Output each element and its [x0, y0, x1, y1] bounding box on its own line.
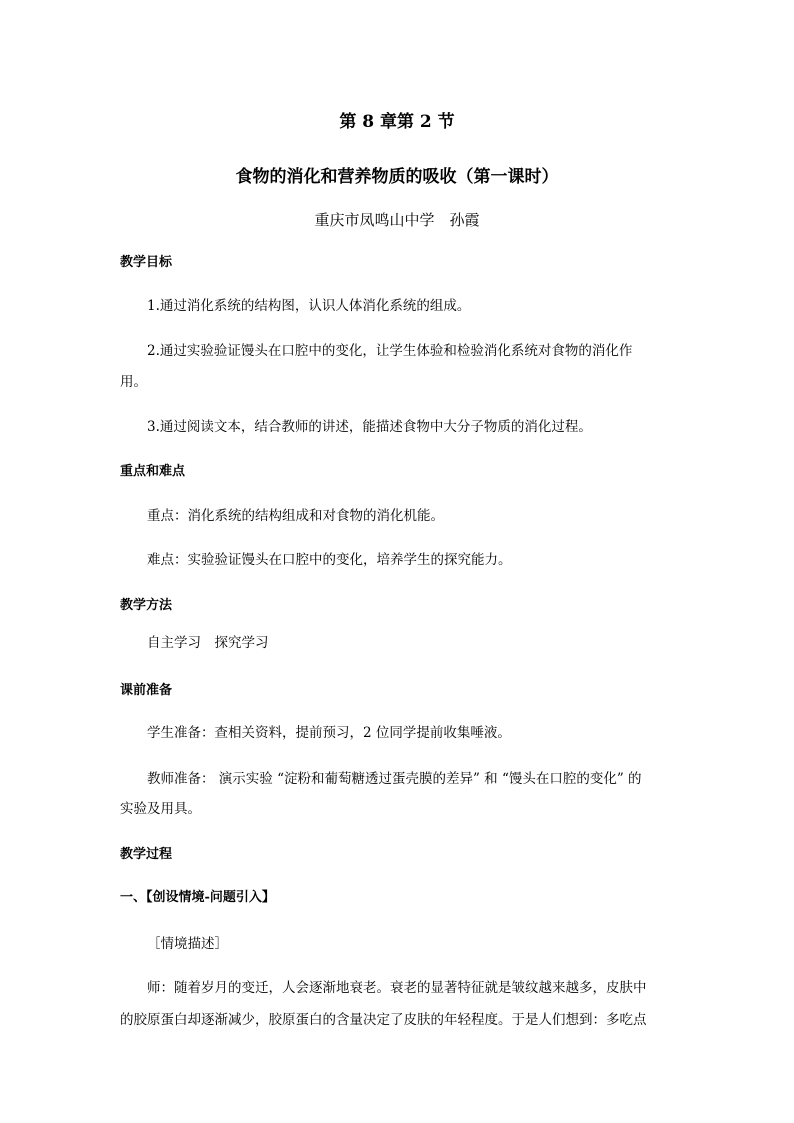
section-heading-methods: 教学方法 [120, 598, 173, 613]
objective-item-2-line-2: 用。 [120, 374, 147, 390]
scene-label: ［情境描述］ [147, 936, 228, 952]
author-line: 重庆市凤鸣山中学 孙霞 [314, 211, 480, 229]
methods-text: 自主学习 探究学习 [147, 635, 269, 651]
process-part-1-title: 一、【创设情境-问题引入】 [120, 890, 275, 905]
teacher-narration-line-1: 师：随着岁月的变迁，人会逐渐地衰老。衰老的显著特征就是皱纹越来越多，皮肤中 [147, 980, 647, 996]
section-heading-key-points: 重点和难点 [120, 464, 186, 479]
section-heading-preparation: 课前准备 [120, 683, 173, 698]
difficulty-text: 难点：实验验证馒头在口腔中的变化，培养学生的探究能力。 [147, 552, 512, 568]
chapter-heading: 第 8 章第 2 节 [339, 112, 455, 132]
section-heading-objectives: 教学目标 [120, 255, 173, 270]
student-preparation: 学生准备：查相关资料，提前预习，2 位同学提前收集唾液。 [147, 725, 511, 741]
objective-item-3: 3.通过阅读文本，结合教师的讲述，能描述食物中大分子物质的消化过程。 [147, 419, 592, 435]
objective-item-2-line-1: 2.通过实验验证馒头在口腔中的变化，让学生体验和检验消化系统对食物的消化作 [147, 343, 633, 359]
key-point-text: 重点：消化系统的结构组成和对食物的消化机能。 [147, 508, 444, 524]
objective-item-1: 1.通过消化系统的结构图，认识人体消化系统的组成。 [147, 298, 471, 314]
teacher-preparation-line-1: 教师准备： 演示实验 “淀粉和葡萄糖透过蛋壳膜的差异” 和 “馒头在口腔的变化” 的 [147, 771, 642, 787]
section-heading-process: 教学过程 [120, 847, 173, 862]
teacher-preparation-line-2: 实验及用具。 [120, 801, 201, 817]
teacher-narration-line-2: 的胶原蛋白却逐渐减少，胶原蛋白的含量决定了皮肤的年轻程度。于是人们想到：多吃点 [120, 1012, 647, 1028]
lesson-title: 食物的消化和营养物质的吸收（第一课时） [235, 167, 559, 187]
